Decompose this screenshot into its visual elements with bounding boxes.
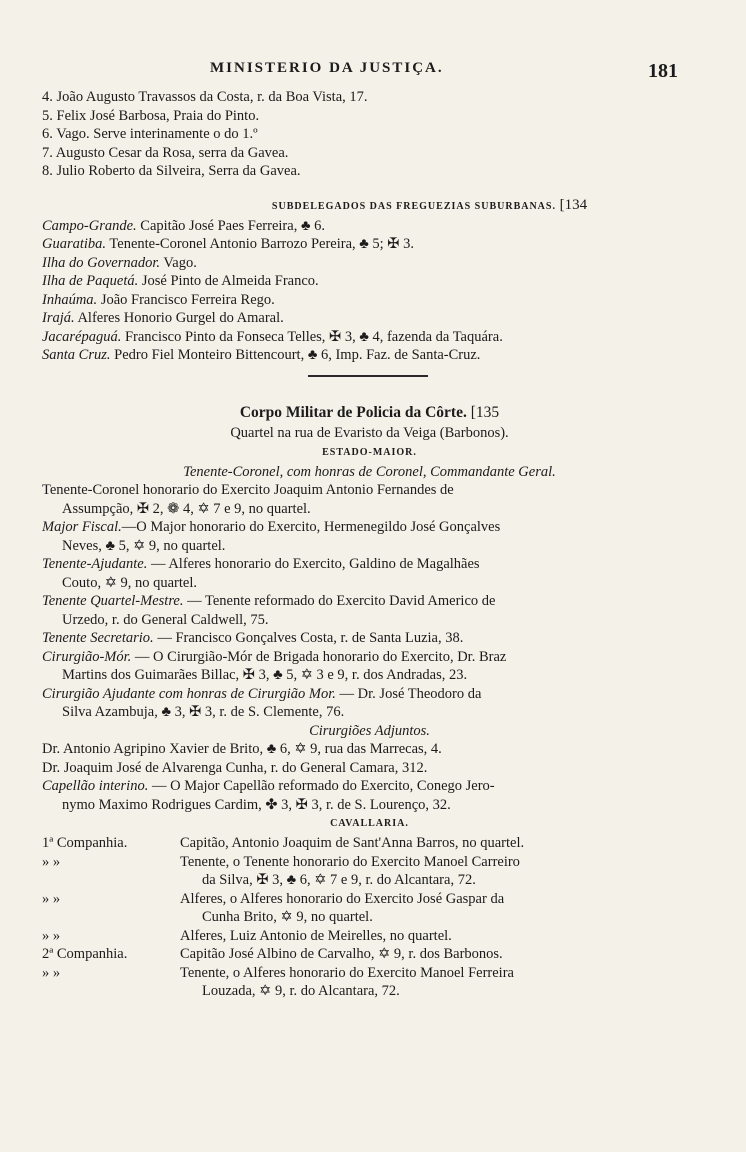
secretario-line: Tenente Secretario. — Francisco Gonçalves Costa, r. de Santa Luzia, 38. [42, 630, 464, 646]
adjunto-1: Dr. Antonio Agripino Xavier de Brito, ♣ 6, ✡ 9, rua das Marrecas, 4. [42, 741, 442, 757]
subdelegados-ref: [134 [559, 197, 588, 213]
corpo-heading: Corpo Militar de Policia da Côrte. [135 [239, 404, 500, 421]
cavallaria-heading: CAVALLARIA. [330, 818, 409, 829]
company-row-cont: Louzada, ✡ 9, r. do Alcantara, 72. [202, 983, 400, 999]
list-item: Campo-Grande. Capitão José Paes Ferreira, ♣ 6. [42, 217, 325, 234]
corpo-subtitle: Quartel na rua de Evaristo da Veiga (Barbonos). [230, 425, 509, 441]
company-row-cont: da Silva, ✠ 3, ♣ 6, ✡ 7 e 9, r. do Alcantara, 72. [202, 872, 476, 888]
company-row: » » Tenente, o Tenente honorario do Exercito Manoel Carreiro [42, 853, 520, 870]
cirurgiao-mor-line-2: Martins dos Guimarães Billac, ✠ 3, ♣ 5, ✡ 3 e 9, r. dos Andradas, 23. [62, 667, 468, 683]
page-title: MINISTERIO DA JUSTIÇA. [210, 60, 444, 76]
qm-line-1: Tenente Quartel-Mestre. — Tenente reformado do Exercito David Americo de [42, 593, 496, 609]
list-item: Jacarépaguá. Francisco Pinto da Fonseca Telles, ✠ 3, ♣ 4, fazenda da Taquára. [42, 328, 503, 345]
corpo-ref: [135 [470, 404, 500, 421]
section-divider [308, 375, 428, 377]
company-row: 2ª Companhia. Capitão José Albino de Carvalho, ✡ 9, r. dos Barbonos. [42, 946, 503, 962]
company-row: 1ª Companhia. Capitão, Antonio Joaquim de Sant'Anna Barros, no quartel. [42, 835, 525, 851]
list-item: 5. Felix José Barbosa, Praia do Pinto. [42, 107, 260, 124]
list-item: Irajá. Alferes Honorio Gurgel do Amaral. [42, 310, 284, 326]
list-item: Ilha do Governador. Vago. [42, 254, 197, 271]
major-line-1: Major Fiscal.—O Major honorario do Exercito, Hermenegildo José Gonçalves [42, 519, 501, 535]
commandante-line-2: Assumpção, ✠ 2, ❁ 4, ✡ 7 e 9, no quartel. [62, 500, 311, 517]
company-row: » » Tenente, o Alferes honorario do Exercito Manoel Ferreira [42, 964, 514, 981]
subdelegados-heading: SUBDELEGADOS DAS FREGUEZIAS SUBURBANAS. [134 [271, 197, 588, 213]
list-item: 4. João Augusto Travassos da Costa, r. da Boa Vista, 17. [42, 89, 368, 105]
company-row: » » Alferes, Luiz Antonio de Meirelles, no quartel. [42, 927, 452, 944]
list-item: Guaratiba. Tenente-Coronel Antonio Barrozo Pereira, ♣ 5; ✠ 3. [42, 236, 414, 252]
ajudante-line-1: Tenente-Ajudante. — Alferes honorario do Exercito, Galdino de Magalhães [42, 556, 480, 572]
cirurgiao-ajudante-line-1: Cirurgião Ajudante com honras de Cirurgião Mor. — Dr. José Theodoro da [42, 685, 482, 702]
list-item: Santa Cruz. Pedro Fiel Monteiro Bittencourt, ♣ 6, Imp. Faz. de Santa-Cruz. [42, 347, 481, 363]
capellao-line-2: nymo Maximo Rodrigues Cardim, ✤ 3, ✠ 3, r. de S. Lourenço, 32. [62, 796, 451, 813]
qm-line-2: Urzedo, r. do General Caldwell, 75. [62, 611, 269, 628]
capellao-line-1: Capellão interino. — O Major Capellão reformado do Exercito, Conego Jero- [42, 778, 495, 794]
adjuntos-title: Cirurgiões Adjuntos. [309, 722, 430, 739]
cirurgiao-ajudante-line-2: Silva Azambuja, ♣ 3, ✠ 3, r. de S. Clemente, 76. [62, 704, 345, 720]
commandante-line-1: Tenente-Coronel honorario do Exercito Joaquim Antonio Fernandes de [42, 482, 454, 498]
list-item: Ilha de Paquetá. José Pinto de Almeida Franco. [42, 273, 319, 289]
list-item: 7. Augusto Cesar da Rosa, serra da Gavea. [42, 144, 289, 161]
ajudante-line-2: Couto, ✡ 9, no quartel. [62, 574, 197, 591]
cirurgiao-mor-line-1: Cirurgião-Mór. — O Cirurgião-Mór de Brigada honorario do Exercito, Dr. Braz [42, 648, 507, 665]
list-item: Inhaúma. João Francisco Ferreira Rego. [42, 291, 275, 308]
company-row: » » Alferes, o Alferes honorario do Exercito José Gaspar da [42, 890, 505, 907]
corpo-section [42, 402, 697, 1001]
page-number: 181 [648, 60, 678, 82]
running-head [0, 56, 746, 86]
estado-maior-heading: ESTADO-MAIOR. [322, 446, 417, 458]
adjunto-2: Dr. Joaquim José de Alvarenga Cunha, r. do General Camara, 312. [42, 759, 428, 776]
company-row-cont: Cunha Brito, ✡ 9, no quartel. [202, 909, 373, 925]
major-line-2: Neves, ♣ 5, ✡ 9, no quartel. [62, 537, 226, 554]
subdelegados-section [42, 196, 697, 365]
list-item: 8. Julio Roberto da Silveira, Serra da Gavea. [42, 163, 301, 179]
top-list [42, 88, 697, 181]
list-item: 6. Vago. Serve interinamente o do 1.º [42, 126, 258, 142]
commandante-title: Tenente-Coronel, com honras de Coronel, Commandante Geral. [183, 463, 556, 480]
